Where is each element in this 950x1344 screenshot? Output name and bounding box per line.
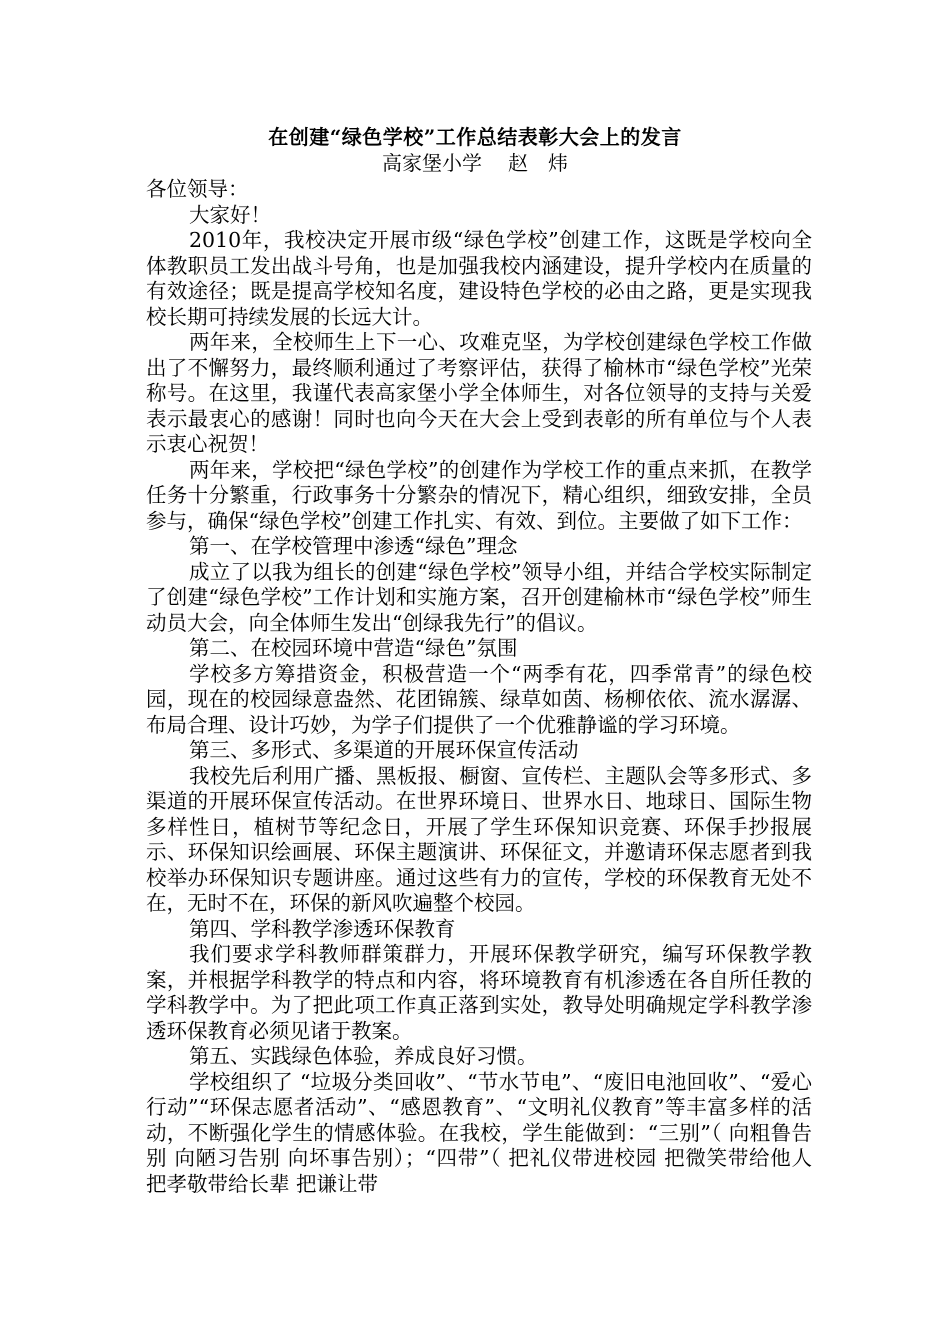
author-name: 赵 炜: [508, 151, 568, 175]
section-heading: 第三、多形式、多渠道的开展环保宣传活动: [189, 738, 579, 762]
paragraph: 2010年，我校决定开展市级“绿色学校”创建工作，这既是学校向全体教职员工发出战斗号角，也是加强我校内涵建设，提升学校内在质量的有效途径；既是提高学校知名度，建设特色学校的必由之路，更是实现我校长期可持续发展的长远大计。: [146, 228, 812, 329]
school-name: 高家堡小学: [382, 151, 482, 175]
document-body: [146, 177, 812, 1197]
paragraph: 两年来，全校师生上下一心、攻难克坚，为学校创建绿色学校工作做出了不懈努力，最终顺利通过了考察评估，获得了榆林市“绿色学校”光荣称号。在这里，我谨代表高家堡小学全体师生，对各位领导的支持与关爱表示最衷心的感谢！同时也向今天在大会上受到表彰的所有单位与个人表示衷心祝贺！: [146, 330, 812, 456]
paragraph: 成立了以我为组长的创建“绿色学校”领导小组，并结合学校实际制定了创建“绿色学校”工作计划和实施方案，召开创建榆林市“绿色学校”师生动员大会，向全体师生发出“创绿我先行”的倡议。: [146, 559, 812, 635]
paragraph: 两年来，学校把“绿色学校”的创建作为学校工作的重点来抓，在教学任务十分繁重，行政事务十分繁杂的情况下，精心组织，细致安排，全员参与，确保“绿色学校”创建工作扎实、有效、到位。主要做了如下工作：: [146, 457, 812, 533]
section-heading: 第五、实践绿色体验，养成良好习惯。: [189, 1044, 538, 1068]
salutation: 各位领导：: [146, 177, 249, 201]
paragraph: 学校多方筹措资金，积极营造一个“两季有花，四季常青”的绿色校园，现在的校园绿意盎然、花团锦簇、绿草如茵、杨柳依依、流水潺潺、布局合理、设计巧妙，为学子们提供了一个优雅静谧的学习环境。: [146, 661, 812, 737]
section-heading: 第四、学科教学渗透环保教育: [189, 916, 456, 941]
document-title: 在创建“绿色学校”工作总结表彰大会上的发言: [268, 125, 682, 149]
paragraph: 学校组织了 “垃圾分类回收”、“节水节电”、“废旧电池回收”、“爱心行动”“环保志愿者活动”、“感恩教育”、“文明礼仪教育”等丰富多样的活动，不断强化学生的情感体验。在我校，学生能做到：“三别”（ 向粗鲁告别 向陋习告别 向坏事告别）；“四带”（ 把礼仪带进校园 把微笑带给他人 把孝敬带给长辈 把谦让带: [146, 1069, 812, 1196]
paragraph: 我校先后利用广播、黑板报、橱窗、宣传栏、主题队会等多形式、多渠道的开展环保宣传活动。在世界环境日、世界水日、地球日、国际生物多样性日，植树节等纪念日，开展了学生环保知识竞赛、环保手抄报展示、环保知识绘画展、环保主题演讲、环保征文，并邀请环保志愿者到我校举办环保知识专题讲座。通过这些有力的宣传，学校的环保教育无处不在，无时不在，环保的新风吹遍整个校园。: [146, 763, 812, 915]
paragraph: 我们要求学科教师群策群力，开展环保教学研究，编写环保教学教案，并根据学科教学的特点和内容，将环境教育有机渗透在各自所任教的学科教学中。为了把此项工作真正落到实处，教导处明确规定学科教学渗透环保教育必须见诸于教案。: [146, 942, 812, 1043]
section-heading: 第二、在校园环境中营造“绿色”氛围: [189, 636, 518, 660]
greeting: 大家好！: [189, 202, 271, 227]
section-heading: 第一、在学校管理中渗透“绿色”理念: [189, 534, 518, 558]
document-byline: [0, 150, 950, 176]
